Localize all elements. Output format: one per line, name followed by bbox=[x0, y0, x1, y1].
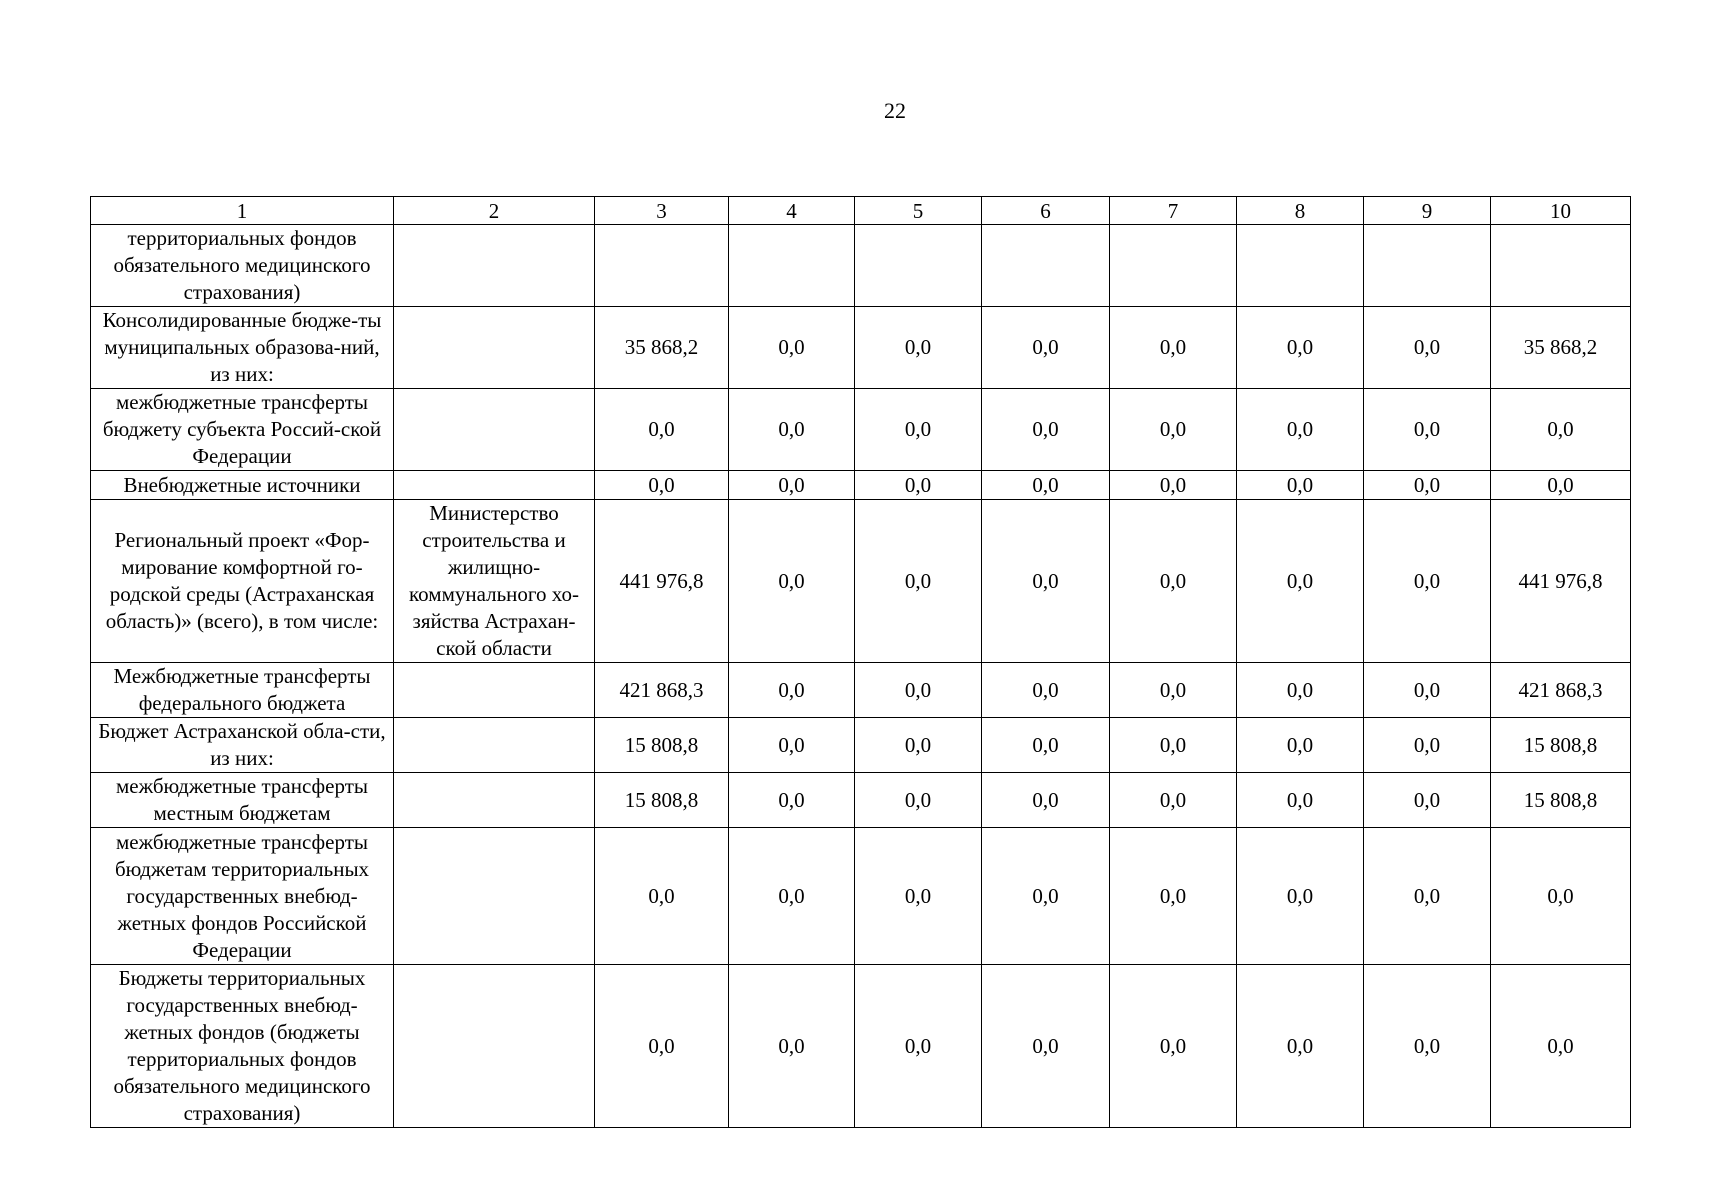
column-number-9: 9 bbox=[1364, 197, 1491, 225]
value-cell-col-8: 0,0 bbox=[1237, 773, 1364, 828]
row-label: Консолидированные бюдже-ты муниципальных образова-ний, из них: bbox=[91, 307, 394, 389]
value-cell-col-5: 0,0 bbox=[855, 500, 982, 663]
value-cell-col-9 bbox=[1364, 225, 1491, 307]
value-cell-col-4: 0,0 bbox=[729, 307, 855, 389]
value-cell-col-5: 0,0 bbox=[855, 718, 982, 773]
value-cell-col-4: 0,0 bbox=[729, 828, 855, 965]
value-cell-col-3: 35 868,2 bbox=[595, 307, 729, 389]
value-cell-col-5: 0,0 bbox=[855, 307, 982, 389]
row-label: Бюджет Астраханской обла-сти, из них: bbox=[91, 718, 394, 773]
value-cell-col-10: 15 808,8 bbox=[1491, 718, 1631, 773]
column-number-3: 3 bbox=[595, 197, 729, 225]
value-cell-col-5: 0,0 bbox=[855, 471, 982, 500]
executor-cell bbox=[394, 307, 595, 389]
executor-cell bbox=[394, 718, 595, 773]
column-number-1: 1 bbox=[91, 197, 394, 225]
value-cell-col-10: 35 868,2 bbox=[1491, 307, 1631, 389]
table-row bbox=[91, 307, 1631, 389]
value-cell-col-8: 0,0 bbox=[1237, 307, 1364, 389]
value-cell-col-8 bbox=[1237, 225, 1364, 307]
row-label: межбюджетные трансферты местным бюджетам bbox=[91, 773, 394, 828]
row-label: территориальных фондов обязательного медицинского страхования) bbox=[91, 225, 394, 307]
value-cell-col-10: 0,0 bbox=[1491, 965, 1631, 1128]
value-cell-col-6: 0,0 bbox=[982, 389, 1110, 471]
value-cell-col-10: 0,0 bbox=[1491, 471, 1631, 500]
value-cell-col-10 bbox=[1491, 225, 1631, 307]
column-number-10: 10 bbox=[1491, 197, 1631, 225]
value-cell-col-5: 0,0 bbox=[855, 773, 982, 828]
value-cell-col-4: 0,0 bbox=[729, 389, 855, 471]
value-cell-col-8: 0,0 bbox=[1237, 389, 1364, 471]
table-row bbox=[91, 500, 1631, 663]
value-cell-col-6 bbox=[982, 225, 1110, 307]
value-cell-col-9: 0,0 bbox=[1364, 828, 1491, 965]
row-label: межбюджетные трансферты бюджету субъекта Россий-ской Федерации bbox=[91, 389, 394, 471]
value-cell-col-10: 15 808,8 bbox=[1491, 773, 1631, 828]
value-cell-col-3: 441 976,8 bbox=[595, 500, 729, 663]
value-cell-col-4: 0,0 bbox=[729, 965, 855, 1128]
column-number-5: 5 bbox=[855, 197, 982, 225]
value-cell-col-9: 0,0 bbox=[1364, 471, 1491, 500]
value-cell-col-8: 0,0 bbox=[1237, 718, 1364, 773]
value-cell-col-8: 0,0 bbox=[1237, 471, 1364, 500]
value-cell-col-10: 0,0 bbox=[1491, 389, 1631, 471]
value-cell-col-10: 441 976,8 bbox=[1491, 500, 1631, 663]
table-row bbox=[91, 773, 1631, 828]
column-number-2: 2 bbox=[394, 197, 595, 225]
value-cell-col-9: 0,0 bbox=[1364, 307, 1491, 389]
value-cell-col-5 bbox=[855, 225, 982, 307]
value-cell-col-9: 0,0 bbox=[1364, 773, 1491, 828]
value-cell-col-10: 0,0 bbox=[1491, 828, 1631, 965]
table-row bbox=[91, 718, 1631, 773]
value-cell-col-7: 0,0 bbox=[1110, 307, 1237, 389]
value-cell-col-7: 0,0 bbox=[1110, 718, 1237, 773]
executor-cell bbox=[394, 828, 595, 965]
column-number-7: 7 bbox=[1110, 197, 1237, 225]
executor-cell bbox=[394, 965, 595, 1128]
table-row bbox=[91, 389, 1631, 471]
value-cell-col-6: 0,0 bbox=[982, 718, 1110, 773]
value-cell-col-8: 0,0 bbox=[1237, 965, 1364, 1128]
table-row bbox=[91, 471, 1631, 500]
table-row bbox=[91, 663, 1631, 718]
value-cell-col-7: 0,0 bbox=[1110, 663, 1237, 718]
row-label: Внебюджетные источники bbox=[91, 471, 394, 500]
value-cell-col-4: 0,0 bbox=[729, 773, 855, 828]
value-cell-col-7: 0,0 bbox=[1110, 773, 1237, 828]
value-cell-col-3: 0,0 bbox=[595, 389, 729, 471]
value-cell-col-4 bbox=[729, 225, 855, 307]
executor-cell bbox=[394, 773, 595, 828]
value-cell-col-5: 0,0 bbox=[855, 389, 982, 471]
row-label: Бюджеты территориальных государственных внебюд-жетных фондов (бюджеты территориальных фондов обязательного медицинского страхования) bbox=[91, 965, 394, 1128]
value-cell-col-6: 0,0 bbox=[982, 965, 1110, 1128]
row-label: межбюджетные трансферты бюджетам территориальных государственных внебюд-жетных фондов Российской Федерации bbox=[91, 828, 394, 965]
value-cell-col-8: 0,0 bbox=[1237, 500, 1364, 663]
column-number-6: 6 bbox=[982, 197, 1110, 225]
value-cell-col-3: 15 808,8 bbox=[595, 773, 729, 828]
executor-cell bbox=[394, 225, 595, 307]
value-cell-col-9: 0,0 bbox=[1364, 965, 1491, 1128]
executor-cell bbox=[394, 471, 595, 500]
column-number-8: 8 bbox=[1237, 197, 1364, 225]
value-cell-col-3: 0,0 bbox=[595, 471, 729, 500]
value-cell-col-3: 0,0 bbox=[595, 828, 729, 965]
value-cell-col-7 bbox=[1110, 225, 1237, 307]
value-cell-col-8: 0,0 bbox=[1237, 663, 1364, 718]
value-cell-col-7: 0,0 bbox=[1110, 389, 1237, 471]
page-number: 22 bbox=[884, 98, 906, 123]
value-cell-col-4: 0,0 bbox=[729, 471, 855, 500]
table-row bbox=[91, 828, 1631, 965]
value-cell-col-6: 0,0 bbox=[982, 663, 1110, 718]
value-cell-col-4: 0,0 bbox=[729, 500, 855, 663]
value-cell-col-9: 0,0 bbox=[1364, 389, 1491, 471]
row-label: Региональный проект «Фор-мирование комфортной го-родской среды (Астраханская область)» (всего), в том числе: bbox=[91, 500, 394, 663]
value-cell-col-10: 421 868,3 bbox=[1491, 663, 1631, 718]
value-cell-col-5: 0,0 bbox=[855, 965, 982, 1128]
value-cell-col-7: 0,0 bbox=[1110, 471, 1237, 500]
value-cell-col-3: 421 868,3 bbox=[595, 663, 729, 718]
value-cell-col-9: 0,0 bbox=[1364, 500, 1491, 663]
table-row bbox=[91, 965, 1631, 1128]
value-cell-col-5: 0,0 bbox=[855, 828, 982, 965]
value-cell-col-7: 0,0 bbox=[1110, 500, 1237, 663]
value-cell-col-6: 0,0 bbox=[982, 828, 1110, 965]
value-cell-col-6: 0,0 bbox=[982, 471, 1110, 500]
executor-cell bbox=[394, 663, 595, 718]
table-row bbox=[91, 225, 1631, 307]
column-number-row bbox=[91, 197, 1631, 225]
value-cell-col-5: 0,0 bbox=[855, 663, 982, 718]
value-cell-col-3: 15 808,8 bbox=[595, 718, 729, 773]
value-cell-col-4: 0,0 bbox=[729, 718, 855, 773]
value-cell-col-7: 0,0 bbox=[1110, 828, 1237, 965]
value-cell-col-6: 0,0 bbox=[982, 773, 1110, 828]
value-cell-col-7: 0,0 bbox=[1110, 965, 1237, 1128]
value-cell-col-4: 0,0 bbox=[729, 663, 855, 718]
value-cell-col-3: 0,0 bbox=[595, 965, 729, 1128]
value-cell-col-6: 0,0 bbox=[982, 500, 1110, 663]
row-label: Межбюджетные трансферты федерального бюджета bbox=[91, 663, 394, 718]
value-cell-col-9: 0,0 bbox=[1364, 663, 1491, 718]
value-cell-col-6: 0,0 bbox=[982, 307, 1110, 389]
budget-table bbox=[90, 196, 1631, 1128]
value-cell-col-3 bbox=[595, 225, 729, 307]
value-cell-col-8: 0,0 bbox=[1237, 828, 1364, 965]
executor-cell bbox=[394, 389, 595, 471]
value-cell-col-9: 0,0 bbox=[1364, 718, 1491, 773]
column-number-4: 4 bbox=[729, 197, 855, 225]
executor-cell: Министерство строительства и жилищно-коммунального хо-зяйства Астрахан-ской области bbox=[394, 500, 595, 663]
